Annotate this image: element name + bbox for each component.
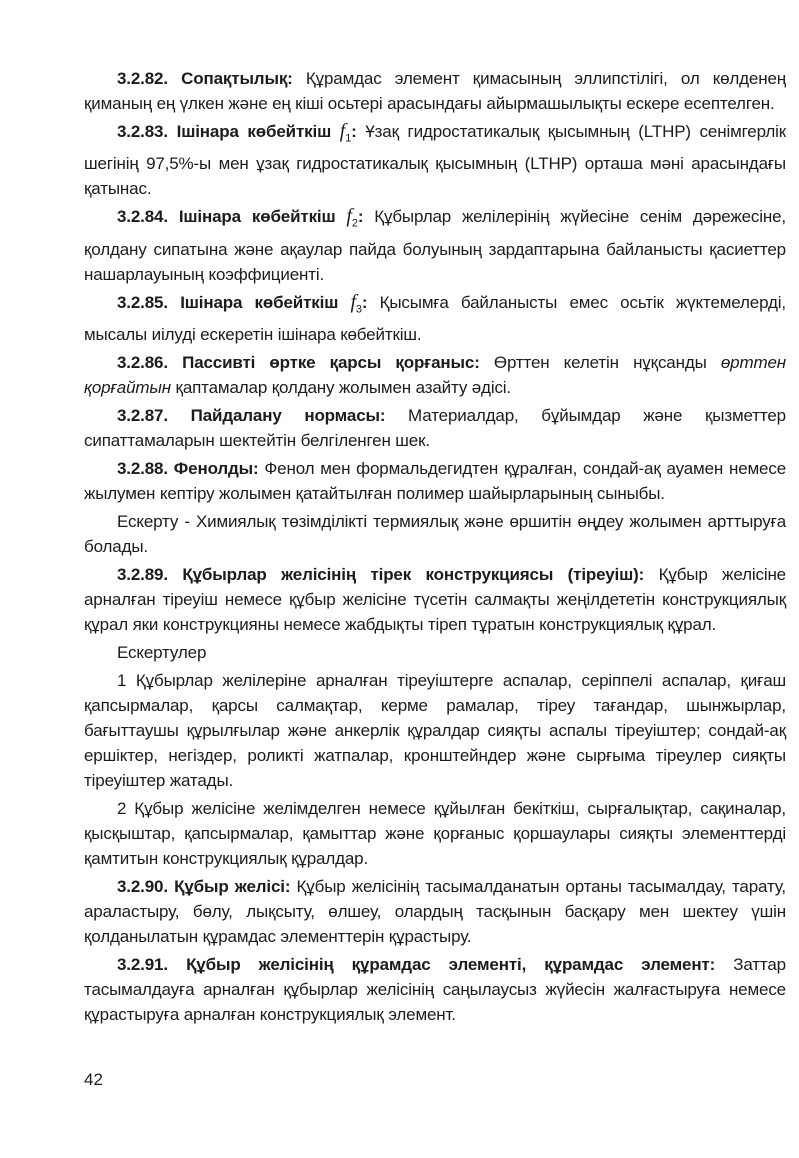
- entry-3-2-83: [84, 119, 786, 201]
- note-1: 1 Құбырлар желілеріне арналған тіреуіштерге аспалар, серіппелі аспалар, қиғаш қапсырмалар, қарсы салмақтар, керме рамалар, тіреу тағандар, шынжырлар, бағыттаушы құрылғылар және анкерлік құралдар сияқты аспалы тіреуіштер; сондай-ақ ершіктер, негіздер, роликті жатпалар, кронштейндер және сырғыма тіреулер сияқты тіреуіштер жатады.: [84, 671, 786, 791]
- entry-3-2-82: [84, 66, 786, 116]
- entry-number: 3.2.88.: [117, 459, 168, 479]
- entry-definition: Қысымға байланысты емес осьтік жүктемелерді, мысалы иілуді ескеретін ішінара көбейткіш.: [84, 292, 787, 345]
- entry-number: 3.2.84.: [117, 207, 168, 227]
- entry-number: 3.2.83.: [117, 122, 168, 141]
- symbol-f: f: [346, 205, 352, 228]
- entry-number: 3.2.90.: [117, 877, 168, 897]
- symbol-f: f: [339, 120, 346, 142]
- note-phenolic: Ескерту - Химиялық төзімділікті термиялық және өршитін өңдеу жолымен арттыруға болады.: [84, 512, 786, 557]
- symbol-f: f: [350, 290, 356, 313]
- entry-definition-cont: қаптамалар қолдану жолымен азайту әдісі.: [170, 378, 511, 398]
- entry-definition: Құбыр желісіне арналған тіреуіш немесе құбыр желісіне түсетін салмақты жеңілдететін конструкциялық құрал яки конструкцияны немесе жабдықты тіреп тұратын конструкциялық құрал.: [84, 565, 786, 635]
- symbol-subscript: 2: [351, 217, 358, 230]
- symbol-subscript: 3: [355, 303, 362, 316]
- entry-definition: Құбырлар желілерінің жүйесіне сенім дәрежесіне, қолдану сипатына және ақаулар пайда болуының зардаптарына байланысты қасиеттер нашарлауының коэффициенті.: [84, 207, 786, 284]
- entry-3-2-86: [84, 350, 786, 400]
- entry-number: 3.2.82.: [117, 69, 168, 88]
- entry-definition: Заттар тасымалдауға арналған құбырлар желісінің саңылаусыз жүйесін жалғастыруға немесе құрастыруға арналған конструкциялық элемент.: [84, 955, 786, 1025]
- symbol-subscript: 1: [345, 132, 352, 145]
- term-colon: :: [361, 292, 368, 312]
- entry-number: 3.2.87.: [117, 406, 168, 426]
- entry-term: Құбыр желісінің құрамдас элементі, құрамдас элемент:: [186, 955, 716, 975]
- entry-term: Ішінара көбейткіш: [178, 207, 336, 227]
- entry-3-2-84: [84, 204, 786, 286]
- entry-number: 3.2.86.: [117, 353, 168, 373]
- entry-term: Фенолды:: [173, 459, 259, 479]
- entry-term: Пассивті өртке қарсы қорғаныс:: [182, 353, 480, 373]
- entry-definition: Фенол мен формальдегидтен құралған, сондай-ақ ауамен немесе жылумен кептіру жолымен қатайтылған полимер шайырларының сыныбы.: [84, 459, 786, 504]
- entry-3-2-85: [84, 290, 786, 347]
- entry-term: Сопақтылық:: [181, 69, 293, 88]
- entry-term: Пайдалану нормасы:: [190, 406, 386, 426]
- entry-3-2-90: [84, 874, 786, 949]
- entry-definition: Материалдар, бұйымдар және қызметтер сипаттамаларын шектейтін белгіленген шек.: [84, 406, 786, 451]
- note-2: 2 Құбыр желісіне желімделген немесе құйылған бекіткіш, сырғалықтар, сақиналар, қысқыштар, қапсырмалар, қамыттар және қорғаныс қоршаулары сияқты элементтерді қамтитын конструкциялық құралдар.: [84, 799, 786, 869]
- page-number: 42: [84, 1070, 103, 1089]
- entry-number: 3.2.89.: [117, 565, 168, 585]
- entry-3-2-89: [84, 562, 786, 637]
- entry-3-2-91: [84, 952, 786, 1027]
- page-body: [84, 66, 786, 1030]
- entry-definition: Ұзақ гидростатикалық қысымның (LTHP) сенімгерлік шегінің 97,5%-ы мен ұзақ гидростатикалық қысымның (LTHP) орташа мәні арасындағы қатынас.: [84, 122, 787, 199]
- italic-term: өрттен қорғайтын: [84, 353, 786, 398]
- entry-term: Ішінара көбейткіш: [180, 292, 339, 312]
- entry-term: Құбыр желісі:: [174, 877, 291, 897]
- entry-number: 3.2.91.: [117, 955, 168, 975]
- entry-term: Құбырлар желісінің тірек конструкциясы (тіреуіш):: [182, 565, 645, 585]
- term-colon: :: [357, 207, 364, 227]
- entry-3-2-87: [84, 403, 786, 453]
- entry-definition: Құбыр желісінің тасымалданатын ортаны тасымалдау, тарату, араластыру, бөлу, лықсыту, өлшеу, олардың тасқынын басқару мен шектеу үшін қолданылатын құрамдас элементтерін құрастыру.: [84, 877, 787, 947]
- notes-label: Ескертулер: [117, 643, 207, 663]
- term-colon: :: [351, 122, 357, 141]
- entry-3-2-88: [84, 456, 786, 506]
- entry-number: 3.2.85.: [117, 292, 168, 312]
- entry-definition: Құрамдас элемент қимасының эллипстілігі, ол көлденең қиманың ең үлкен және ең кіші осьтері арасындағы айырмашылықты ескере есептелген.: [84, 69, 787, 113]
- entry-term: Ішінара көбейткіш: [176, 122, 332, 141]
- entry-definition: Өрттен келетін нұқсанды: [479, 353, 721, 373]
